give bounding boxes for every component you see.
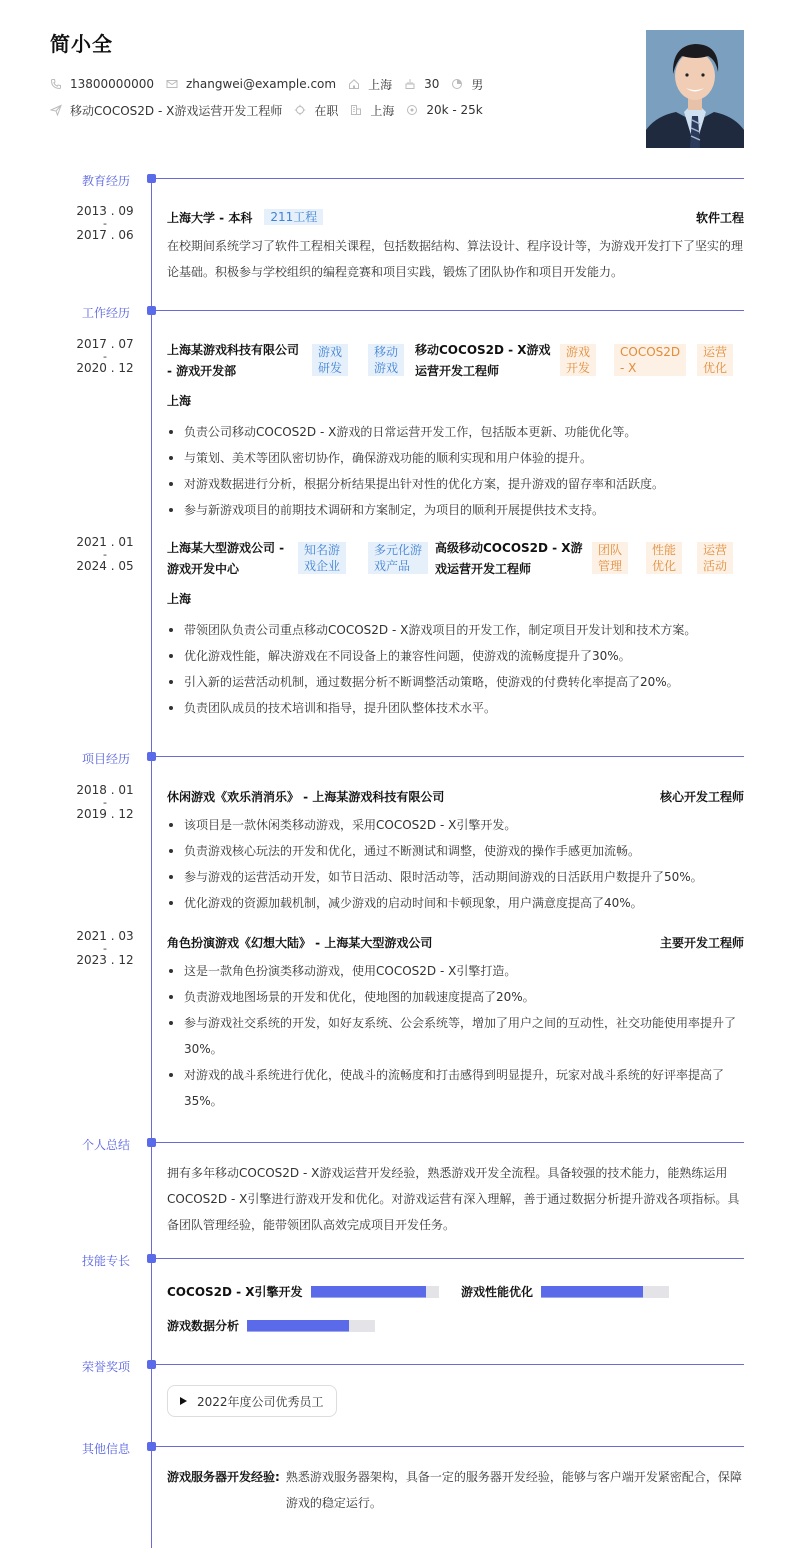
list-item: 带领团队负责公司重点移动COCOS2D - X游戏项目的开发工作，制定项目开发计划和技术方案。 <box>167 617 744 643</box>
target-city-info <box>350 102 394 119</box>
age-text: 30 <box>424 77 440 91</box>
project-role: 主要开发工程师 <box>659 935 744 950</box>
section-title: 教育经历 <box>82 174 131 188</box>
section-title: 项目经历 <box>82 752 131 766</box>
role-tag: 运营 活动 <box>697 542 733 574</box>
skill-progress-bar <box>247 1320 375 1332</box>
list-item: 负责游戏核心玩法的开发和优化，通过不断测试和调整，使游戏的操作手感更加流畅。 <box>167 838 744 864</box>
company-name: 上海某大型游戏公司 - 游戏开发中心 <box>167 541 285 576</box>
section-marker-icon <box>147 174 156 183</box>
salary-icon <box>406 104 418 116</box>
age-info <box>404 77 439 91</box>
city-info <box>348 76 392 93</box>
building-icon <box>350 104 362 116</box>
work-location: 上海 <box>167 394 192 408</box>
section-marker-icon <box>147 306 156 315</box>
target-position-info <box>50 102 282 119</box>
other-info-text: 熟悉游戏服务器架构，具备一定的服务器开发经验，能够与客户端开发紧密配合，保障游戏的稳定运行。 <box>285 1470 742 1510</box>
major: 软件工程 <box>695 210 744 225</box>
role-tag: 团队 管理 <box>592 542 628 574</box>
school-tag: 211工程 <box>264 209 323 225</box>
send-icon <box>50 104 62 116</box>
timeline-axis <box>151 178 152 1548</box>
list-item: 参与游戏社交系统的开发，如好友系统、公会系统等，增加了用户之间的互动性，社交功能使用率提升了30%。 <box>167 1010 744 1062</box>
work-location: 上海 <box>167 592 192 606</box>
skill-item <box>167 1283 439 1300</box>
list-item: 与策划、美术等团队密切协作，确保游戏功能的顺利实现和用户体验的提升。 <box>167 445 744 471</box>
section-divider <box>156 1364 744 1365</box>
skill-item <box>461 1283 669 1300</box>
section-title: 技能专长 <box>82 1254 131 1268</box>
skill-item <box>167 1317 375 1334</box>
list-item: 负责公司移动COCOS2D - X游戏的日常运营开发工作，包括版本更新、功能优化等。 <box>167 419 744 445</box>
candidate-name: 简小全 <box>50 32 113 56</box>
status-icon <box>294 104 306 116</box>
avatar-portrait-icon <box>646 30 744 148</box>
section-divider <box>156 178 744 179</box>
company-tag: 知名游 戏企业 <box>298 542 346 574</box>
role-tag: 性能 优化 <box>646 542 682 574</box>
phone-info <box>50 77 154 91</box>
list-item: 负责团队成员的技术培训和指导，提升团队整体技术水平。 <box>167 695 744 721</box>
section-divider <box>156 1142 744 1143</box>
skill-progress-fill <box>247 1320 349 1332</box>
status-info <box>294 102 338 119</box>
phone-text: 13800000000 <box>70 77 154 91</box>
work-bullets <box>167 617 744 721</box>
contact-row <box>50 71 650 97</box>
list-item: 优化游戏性能，解决游戏在不同设备上的兼容性问题，使游戏的流畅度提升了30%。 <box>167 643 744 669</box>
skill-name: COCOS2D - X引擎开发 <box>167 1285 303 1299</box>
list-item: 引入新的运营活动机制，通过数据分析不断调整活动策略，使游戏的付费转化率提高了20%。 <box>167 669 744 695</box>
job-title: 移动COCOS2D - X游戏 运营开发工程师 <box>415 343 551 378</box>
list-item: 对游戏数据进行分析，根据分析结果提出针对性的优化方案，提升游戏的留存率和活跃度。 <box>167 471 744 497</box>
role-tag: 运营 优化 <box>697 344 733 376</box>
home-icon <box>348 78 360 90</box>
target-position-text: 移动COCOS2D - X游戏运营开发工程师 <box>70 103 283 118</box>
salary-text: 20k - 25k <box>426 103 483 117</box>
gender-text: 男 <box>471 77 484 92</box>
age-icon <box>404 78 416 90</box>
summary-text: 拥有多年移动COCOS2D - X游戏运营开发经验，熟悉游戏开发全流程。具备较强的技术能力，能熟练运用COCOS2D - X引擎进行游戏开发和优化。对游戏运营有深入理解，善于通过数据分析提升游戏各项指标。具备团队管理经验，能带领团队高效完成项目开发任务。 <box>167 1166 740 1232</box>
project-entry <box>167 786 744 916</box>
salary-info <box>406 103 482 117</box>
role-tag: 游戏 开发 <box>560 344 596 376</box>
section-divider <box>156 310 744 311</box>
skill-progress-bar <box>541 1286 669 1298</box>
section-marker-icon <box>147 1442 156 1451</box>
project-role: 核心开发工程师 <box>659 789 744 804</box>
email-info <box>166 77 336 91</box>
project-bullets <box>167 812 744 916</box>
gender-info <box>451 76 483 93</box>
company-tag: 移动 游戏 <box>368 344 404 376</box>
list-item: 负责游戏地图场景的开发和优化，使地图的加载速度提高了20%。 <box>167 984 744 1010</box>
project-name: 休闲游戏《欢乐消消乐》 - 上海某游戏科技有限公司 <box>167 789 445 804</box>
triangle-right-icon <box>180 1397 187 1405</box>
job-title: 高级移动COCOS2D - X游 戏运营开发工程师 <box>435 541 583 576</box>
section-title: 工作经历 <box>82 306 131 320</box>
list-item: 参与游戏的运营活动开发，如节日活动、限时活动等，活动期间游戏的日活跃用户数提升了50%。 <box>167 864 744 890</box>
work-entry <box>167 340 744 523</box>
education-entry <box>167 207 744 285</box>
skill-progress-fill <box>311 1286 426 1298</box>
work-bullets <box>167 419 744 523</box>
skill-progress-bar <box>311 1286 439 1298</box>
award-name: 2022年度公司优秀员工 <box>197 1394 324 1409</box>
target-city-text: 上海 <box>370 103 395 118</box>
resume-header <box>50 28 650 123</box>
project-date: 2018 . 01 - 2019 . 12 <box>76 783 134 821</box>
profile-photo <box>646 30 744 148</box>
section-marker-icon <box>147 752 156 761</box>
section-marker-icon <box>147 1360 156 1369</box>
gender-icon <box>451 78 463 90</box>
education-date: 2013 . 09 - 2017 . 06 <box>76 204 134 242</box>
project-entry <box>167 932 744 1114</box>
section-divider <box>156 1446 744 1447</box>
skill-name: 游戏性能优化 <box>461 1285 534 1299</box>
section-divider <box>156 1258 744 1259</box>
section-marker-icon <box>147 1138 156 1147</box>
project-date: 2021 . 03 - 2023 . 12 <box>76 929 134 967</box>
list-item: 该项目是一款休闲类移动游戏，采用COCOS2D - X引擎开发。 <box>167 812 744 838</box>
award-item <box>167 1385 337 1417</box>
company-tag: 游戏 研发 <box>312 344 348 376</box>
school-name: 上海大学 - 本科 <box>167 210 253 225</box>
list-item: 参与新游戏项目的前期技术调研和方案制定，为项目的顺利开展提供技术支持。 <box>167 497 744 523</box>
section-divider <box>156 756 744 757</box>
company-name: 上海某游戏科技有限公司 - 游戏开发部 <box>167 343 300 378</box>
phone-icon <box>50 78 62 90</box>
list-item: 这是一款角色扮演类移动游戏，使用COCOS2D - X引擎打造。 <box>167 958 744 984</box>
job-intent-row <box>50 97 650 123</box>
list-item: 优化游戏的资源加载机制，减少游戏的启动时间和卡顿现象，用户满意度提高了40%。 <box>167 890 744 916</box>
status-text: 在职 <box>314 103 339 118</box>
work-date: 2017 . 07 - 2020 . 12 <box>76 337 134 375</box>
education-description: 在校期间系统学习了软件工程相关课程，包括数据结构、算法设计、程序设计等，为游戏开发打下了坚实的理论基础。积极参与学校组织的编程竞赛和项目实践，锻炼了团队协作和项目开发能力。 <box>167 239 744 279</box>
city-text: 上海 <box>368 77 393 92</box>
company-tag: 多元化游 戏产品 <box>368 542 428 574</box>
other-info-label: 游戏服务器开发经验: <box>167 1470 280 1484</box>
email-text: zhangwei@example.com <box>185 77 337 91</box>
section-marker-icon <box>147 1254 156 1263</box>
section-title: 个人总结 <box>82 1138 131 1152</box>
project-name: 角色扮演游戏《幻想大陆》 - 上海某大型游戏公司 <box>167 935 433 950</box>
work-date: 2021 . 01 - 2024 . 05 <box>76 535 134 573</box>
mail-icon <box>166 78 178 90</box>
section-title: 其他信息 <box>82 1442 131 1456</box>
other-info-item <box>167 1464 744 1516</box>
list-item: 对游戏的战斗系统进行优化，使战斗的流畅度和打击感得到明显提升，玩家对战斗系统的好评率提高了35%。 <box>167 1062 744 1114</box>
work-entry <box>167 538 744 721</box>
section-title: 荣誉奖项 <box>82 1360 131 1374</box>
skill-name: 游戏数据分析 <box>167 1319 240 1333</box>
role-tag: COCOS2D - X <box>614 344 686 376</box>
project-bullets <box>167 958 744 1114</box>
skill-progress-fill <box>541 1286 643 1298</box>
